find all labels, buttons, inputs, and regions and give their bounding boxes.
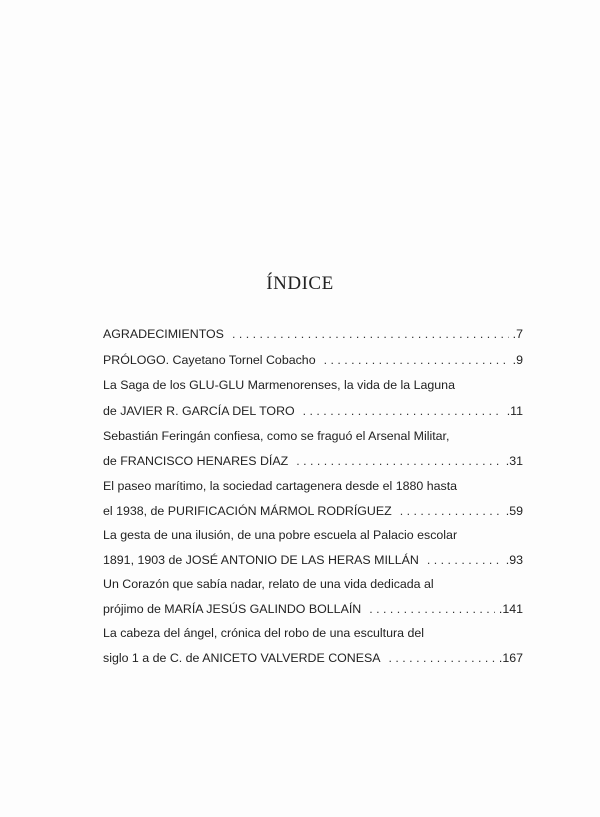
toc-entry	[103, 402, 523, 420]
page-title: ÍNDICE	[266, 273, 334, 294]
dot-leader	[296, 452, 502, 470]
toc-page-number: .93	[505, 553, 523, 567]
toc-entry-first-line: La gesta de una ilusión, de una pobre escuela al Palacio escolar	[103, 528, 458, 542]
toc-page-number: .167	[498, 651, 523, 665]
toc-entry-text: de FRANCISCO HENARES DÍAZ	[103, 454, 289, 468]
toc-entry-first-line: Sebastián Feringán confiesa, como se fraguó el Arsenal Militar,	[103, 429, 450, 443]
toc-entry	[103, 551, 523, 569]
toc-entry-first-line: Un Corazón que sabía nadar, relato de una vida dedicada al	[103, 577, 434, 591]
toc-entry-text: PRÓLOGO. Cayetano Tornel Cobacho	[103, 353, 316, 367]
toc-page-number: .59	[505, 504, 523, 518]
dot-leader	[400, 502, 502, 520]
toc-entry	[103, 502, 523, 520]
toc-entry	[103, 325, 523, 343]
dot-leader	[232, 325, 509, 343]
toc-page-number: .7	[512, 327, 523, 341]
toc-entry	[103, 600, 523, 618]
toc-entry-text: 1891, 1903 de JOSÉ ANTONIO DE LAS HERAS MILLÁN	[103, 553, 419, 567]
dot-leader	[303, 402, 503, 420]
toc-entry-text: AGRADECIMIENTOS	[103, 327, 224, 341]
toc-entry-text: el 1938, de PURIFICACIÓN MÁRMOL RODRÍGUEZ	[103, 504, 392, 518]
toc-entry-text: siglo 1 a de C. de ANICETO VALVERDE CONESA	[103, 651, 381, 665]
toc-entry-first-line: La Saga de los GLU-GLU Marmenorenses, la vida de la Laguna	[103, 378, 455, 392]
toc-entry-first-line: La cabeza del ángel, crónica del robo de una escultura del	[103, 626, 425, 640]
toc-entry-text: de JAVIER R. GARCÍA DEL TORO	[103, 404, 295, 418]
dot-leader	[369, 600, 495, 618]
toc-entry	[103, 649, 523, 667]
toc-entry	[103, 351, 523, 369]
dot-leader	[389, 649, 495, 667]
dot-leader	[324, 351, 509, 369]
toc-entry	[103, 452, 523, 470]
toc-page-number: .11	[506, 404, 523, 418]
toc-page-number: .9	[512, 353, 523, 367]
toc-entry-first-line: El paseo marítimo, la sociedad cartagenera desde el 1880 hasta	[103, 479, 458, 493]
toc-entry-text: prójimo de MARÍA JESÚS GALINDO BOLLAÍN	[103, 602, 362, 616]
toc-page-number: .31	[505, 454, 523, 468]
dot-leader	[427, 551, 502, 569]
toc-page-number: .141	[498, 602, 523, 616]
